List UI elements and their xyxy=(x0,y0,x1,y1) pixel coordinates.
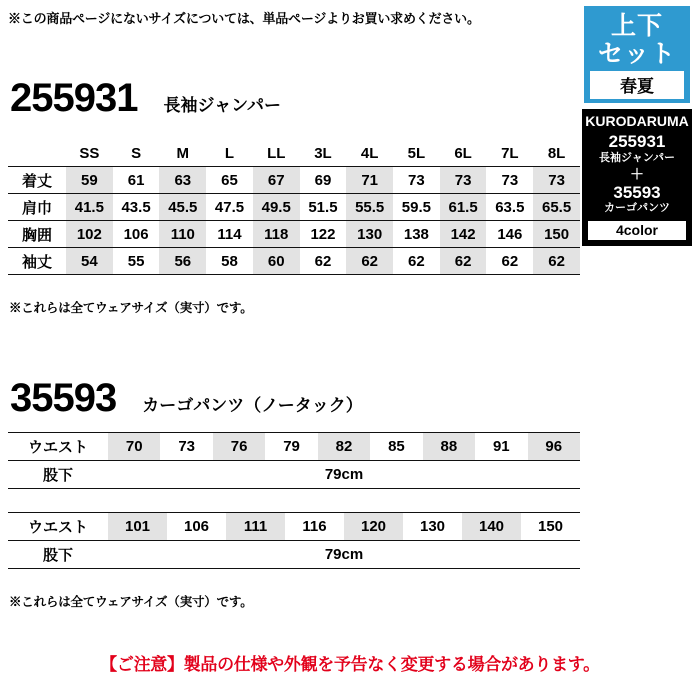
product1-code: 255931 xyxy=(10,76,138,120)
product2-b-waist-cell: 106 xyxy=(167,513,226,541)
product1-size-header: L xyxy=(206,140,253,167)
product1-measure-cell: 142 xyxy=(440,221,487,248)
product2-a-inseam-label: 股下 xyxy=(8,461,108,489)
table-row xyxy=(8,167,580,194)
product1-measure-cell: 110 xyxy=(159,221,206,248)
product1-measure-cell: 73 xyxy=(440,167,487,194)
product1-size-header: S xyxy=(113,140,160,167)
product1-measure-cell: 45.5 xyxy=(159,194,206,221)
product2-a-waist-cell: 96 xyxy=(528,433,581,461)
product1-size-table xyxy=(8,140,580,275)
product1-measure-cell: 47.5 xyxy=(206,194,253,221)
product2-a-waist-cell: 82 xyxy=(318,433,370,461)
product2-b-waist-label: ウエスト xyxy=(8,513,108,541)
product-badge-column xyxy=(582,4,692,246)
product2-b-waist-cell: 111 xyxy=(226,513,285,541)
product1-measure-cell: 59 xyxy=(66,167,113,194)
product1-measure-cell: 130 xyxy=(346,221,393,248)
product1-measure-cell: 62 xyxy=(440,248,487,275)
product1-size-header: 7L xyxy=(486,140,533,167)
product2-a-waist-cell: 91 xyxy=(475,433,527,461)
product1-measure-cell: 62 xyxy=(486,248,533,275)
table-row xyxy=(8,248,580,275)
set-badge xyxy=(582,4,692,105)
product1-measure-cell: 60 xyxy=(253,248,300,275)
product1-measure-cell: 62 xyxy=(393,248,440,275)
product1-table-corner xyxy=(8,140,66,167)
product1-note: ※これらは全てウェアサイズ（実寸）です。 xyxy=(9,301,253,315)
product1-measure-cell: 51.5 xyxy=(300,194,347,221)
product1-name: 長袖ジャンパー xyxy=(163,96,281,115)
product2-b-waist-cell: 150 xyxy=(521,513,580,541)
product2-b-waist-cell: 101 xyxy=(108,513,167,541)
product1-measure-cell: 63 xyxy=(159,167,206,194)
product1-measure-cell: 73 xyxy=(486,167,533,194)
badge-code-1-name: 長袖ジャンパー xyxy=(598,151,675,164)
badge-plus: ＋ xyxy=(630,165,644,182)
product2-size-table-a xyxy=(8,432,580,489)
product2-b-waist-cell: 140 xyxy=(462,513,521,541)
product2-a-waist-cell: 85 xyxy=(370,433,422,461)
product2-heading xyxy=(10,378,570,418)
table-row xyxy=(8,461,580,489)
product1-measure-cell: 54 xyxy=(66,248,113,275)
set-badge-line2: セット xyxy=(597,40,676,68)
product1-measure-cell: 62 xyxy=(346,248,393,275)
product1-size-header: 3L xyxy=(300,140,347,167)
product1-size-header: LL xyxy=(253,140,300,167)
product1-measure-cell: 65 xyxy=(206,167,253,194)
product1-measure-cell: 102 xyxy=(66,221,113,248)
product1-row-label: 袖丈 xyxy=(8,248,66,275)
product2-name: カーゴパンツ（ノータック） xyxy=(142,396,363,415)
product2-size-table-b xyxy=(8,512,580,569)
badge-code-1: 255931 xyxy=(608,132,666,151)
caution-text: 【ご注意】製品の仕様や外観を予告なく変更する場合があります。 xyxy=(100,655,600,674)
product1-measure-cell: 61.5 xyxy=(440,194,487,221)
set-badge-line1: 上下 xyxy=(610,12,663,40)
product1-measure-cell: 69 xyxy=(300,167,347,194)
color-count-badge: 4color xyxy=(588,221,686,240)
season-badge: 春夏 xyxy=(590,71,684,99)
product1-measure-cell: 58 xyxy=(206,248,253,275)
product1-measure-cell: 55.5 xyxy=(346,194,393,221)
product1-measure-cell: 114 xyxy=(206,221,253,248)
table-row xyxy=(8,221,580,248)
product1-measure-cell: 73 xyxy=(393,167,440,194)
product1-measure-cell: 59.5 xyxy=(393,194,440,221)
product1-row-label: 肩巾 xyxy=(8,194,66,221)
product2-a-waist-cell: 73 xyxy=(160,433,212,461)
badge-code-2-name: カーゴパンツ xyxy=(604,202,670,215)
product1-heading xyxy=(10,78,570,118)
product1-size-header: 5L xyxy=(393,140,440,167)
product1-size-header: M xyxy=(159,140,206,167)
top-note: ※この商品ページにないサイズについては、単品ページよりお買い求めください。 xyxy=(8,11,480,26)
product2-b-waist-cell: 120 xyxy=(344,513,403,541)
product2-a-waist-label: ウエスト xyxy=(8,433,108,461)
product2-a-waist-cell: 70 xyxy=(108,433,160,461)
product1-measure-cell: 146 xyxy=(486,221,533,248)
product1-measure-cell: 62 xyxy=(533,248,580,275)
product2-b-waist-cell: 130 xyxy=(403,513,462,541)
product1-size-header: SS xyxy=(66,140,113,167)
brand-name: KURODARUMA xyxy=(585,113,689,129)
product1-size-header-row xyxy=(8,140,580,167)
table-row xyxy=(8,513,580,541)
product2-a-waist-cell: 88 xyxy=(423,433,475,461)
product1-measure-cell: 62 xyxy=(300,248,347,275)
table-row xyxy=(8,433,580,461)
table-row xyxy=(8,541,580,569)
footer-divider xyxy=(0,640,700,641)
product2-b-inseam-value: 79cm xyxy=(108,541,580,569)
product1-measure-cell: 61 xyxy=(113,167,160,194)
product1-measure-cell: 55 xyxy=(113,248,160,275)
product1-measure-cell: 43.5 xyxy=(113,194,160,221)
product1-measure-cell: 67 xyxy=(253,167,300,194)
product1-measure-cell: 56 xyxy=(159,248,206,275)
product1-size-header: 8L xyxy=(533,140,580,167)
product1-measure-cell: 118 xyxy=(253,221,300,248)
product2-b-inseam-label: 股下 xyxy=(8,541,108,569)
product1-measure-cell: 41.5 xyxy=(66,194,113,221)
table-row xyxy=(8,194,580,221)
badge-code-2: 35593 xyxy=(613,182,661,202)
product1-row-label: 着丈 xyxy=(8,167,66,194)
product2-a-waist-cell: 79 xyxy=(265,433,317,461)
product1-measure-cell: 49.5 xyxy=(253,194,300,221)
product2-note: ※これらは全てウェアサイズ（実寸）です。 xyxy=(9,595,253,609)
product2-a-inseam-value: 79cm xyxy=(108,461,580,489)
product1-measure-cell: 150 xyxy=(533,221,580,248)
product1-measure-cell: 65.5 xyxy=(533,194,580,221)
product-info-badge xyxy=(582,109,692,246)
product1-size-header: 6L xyxy=(440,140,487,167)
product2-code: 35593 xyxy=(10,376,117,420)
product1-measure-cell: 106 xyxy=(113,221,160,248)
product1-measure-cell: 138 xyxy=(393,221,440,248)
product1-row-label: 胸囲 xyxy=(8,221,66,248)
product2-b-waist-cell: 116 xyxy=(285,513,344,541)
product1-measure-cell: 63.5 xyxy=(486,194,533,221)
product2-a-waist-cell: 76 xyxy=(213,433,265,461)
product1-measure-cell: 122 xyxy=(300,221,347,248)
product1-size-header: 4L xyxy=(346,140,393,167)
product1-measure-cell: 73 xyxy=(533,167,580,194)
product1-measure-cell: 71 xyxy=(346,167,393,194)
